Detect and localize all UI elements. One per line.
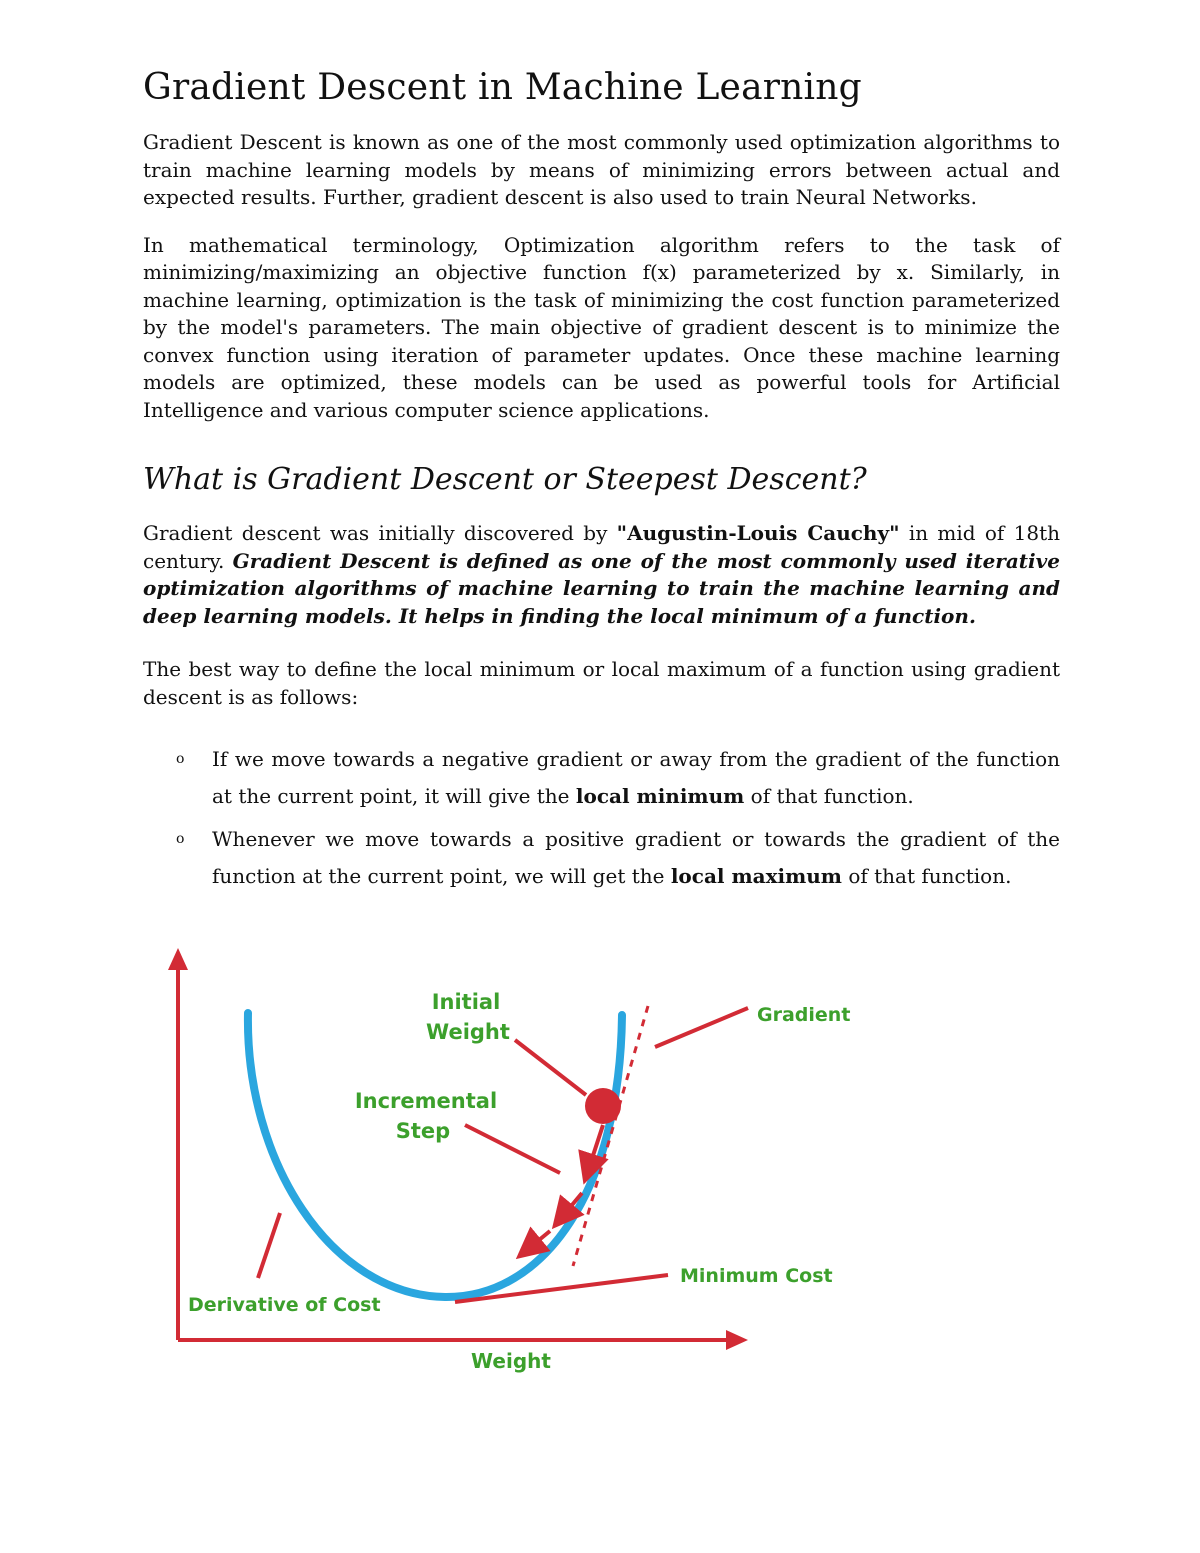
list-item [143,821,1060,895]
cost-curve [248,1013,622,1297]
label-minimum-cost: Minimum Cost [680,1265,833,1287]
bullet-text-after: of that function. [744,784,914,809]
page-title: Gradient Descent in Machine Learning [143,67,862,108]
math-paragraph: In mathematical terminology, Optimization algorithm refers to the task of minimizing/maximizing an objective function f(x) parameterized by x. Similarly, in machine learning, optimization is the task of minimizing the cost function parameterized by the model's parameters. The main objective of gradient descent is to minimize the convex function using iteration of parameter updates. Once these machine learning models are optimized, these models can be used as powerful tools for Artificial Intelligence and various computer science applications. [143,232,1060,422]
label-incremental-line1: Incremental [354,1089,498,1113]
gradient-pointer [655,1008,748,1047]
bullet-list [143,741,1060,895]
label-derivative-of-cost: Derivative of Cost [188,1294,381,1316]
cauchy-name: "Augustin-Louis Cauchy" [616,521,900,546]
history-middle: in mid of 18th century. [143,521,1060,573]
bullet-text-after: of that function. [841,864,1012,889]
incremental-step-pointer [465,1125,560,1173]
gradient-descent-diagram [150,930,870,1390]
list-item [143,741,1060,815]
y-axis-arrow-icon [168,948,188,970]
label-weight-axis: Weight [471,1349,551,1373]
bullet-text-before: Whenever we move towards a positive gradient or towards the gradient of the function at the current point, we will get the [212,827,1060,889]
section-heading: What is Gradient Descent or Steepest Descent? [143,462,867,498]
bullet-bold-term: local minimum [575,784,745,809]
best-way-paragraph: The best way to define the local minimum or local maximum of a function using gradient descent is as follows: [143,657,1060,709]
initial-weight-point [585,1088,621,1124]
x-axis-arrow-icon [726,1330,748,1350]
derivative-pointer [258,1213,280,1278]
bullet-bold-term: local maximum [670,864,842,889]
bullet-marker: o [176,831,185,848]
intro-paragraph: Gradient Descent is known as one of the most commonly used optimization algorithms to train machine learning models by means of minimizing errors between actual and expected results. Further, gradient descent is also used to train Neural Networks. [143,130,1060,210]
label-initial-line2: Weight [426,1020,510,1044]
bullet-text-before: If we move towards a negative gradient or away from the gradient of the function at the current point, it will give the [212,747,1060,809]
document-page [143,60,1060,901]
label-gradient: Gradient [757,1004,851,1026]
history-paragraph [143,520,1060,630]
definition-text: Gradient Descent is defined as one of the most commonly used iterative optimization algorithms of machine learning to train the machine learning and deep learning models. It helps in finding the local minimum of a function. [143,548,1060,628]
label-initial-line1: Initial [431,990,501,1014]
diagram-svg [150,930,870,1390]
label-incremental-line2: Step [395,1119,451,1143]
history-prefix: Gradient descent was initially discovered by [143,521,617,546]
bullet-marker: o [176,751,185,768]
initial-weight-pointer [515,1040,586,1095]
